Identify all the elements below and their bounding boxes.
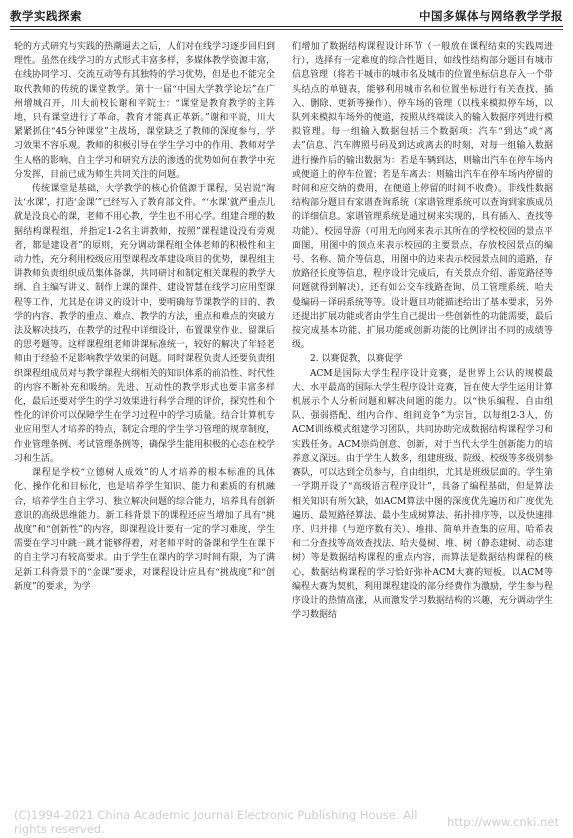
site-url: http://www.cnki.net	[446, 815, 559, 829]
section-title: 教学实践探索	[10, 9, 82, 23]
right-column	[292, 40, 553, 808]
paragraph: 们增加了数据结构课程设计环节（一般放在课程结束的实践周进行），选择有一定难度的综合性题目，如线性结构部分题目有城市信息管理（将若干城市的城市名及城市的位置坐标信息存入一个带头结点的单链表，能够利用城市名和位置坐标进行有关查找、插入、删除、更新等操作）、停车场的管理（以栈来模拟停车场，以队列来模拟车场外的便道，按照从终端读入的输入数据序列进行模拟管理。每一组输入数据包括三个数据项：汽车“到达”或“离去”信息、汽车牌照号码及到达或离去的时刻，对每一组输入数据进行操作后的输出数据为：若是车辆到达，则输出汽车在停车场内或便道上的停车位置；若是车离去：则输出汽车在停车场内停留的时间和应交纳的费用，在便道上停留的时间不收费）。非线性数据结构部分题目有家谱查询系统（家谱管理系统可以查询到家族成员的详细信息。家谱管理系统是通过树来实现的，具有插入、查找等功能）、校园导游（可用无向网来表示其所在的学校校园的景点平面图，用图中的顶点来表示校园的主要景点，存放校园景点的编号、名称、简介等信息，用图中的边来表示校园景点间的道路，存放路径长度等信息，程序设计完成后，有关景点介绍、游览路径等问题就得到解决），还有如公交车线路查询、员工管理系统、哈夫曼编码－译码系统等等。设计题目功能描述给出了基本要求，另外还提出扩展功能或者由学生自己提出一些创新性的功能需要，最后按完成基本功能、扩展功能或创新功能的比例评出不同的成绩等级。	[292, 42, 553, 351]
header-rule	[10, 26, 563, 27]
left-column	[14, 40, 275, 808]
journal-title: 中国多媒体与网络教学学报	[419, 9, 563, 23]
paragraph: 传统课堂是基础，大学教学的核心价值源于课程，吴岩说“淘汰‘水课’，打造‘金课’”已经写入了教育部文件。“‘水课’就严重点儿就是没良心的课，老师不用心教，学生也不用心学。组建合理的数据结构课程组，并指定1-2名主讲教师，按照”课程建设没有旁观者，都是建设者”的原则，充分调动课程组全体老师的积极性和主动力性，充分利用校级应用型课程改革建设项目的优势，课程组主讲教师负责组织成员集体备课，共同研讨和制定相关课程的教学大纲、自主编写讲义、制作上课的课件、建设智慧在线学习应用型课程等工作，尤其是在讲义的设计中，要明确每节课教学的目的、教学的内容、教学的重点、难点、教学的方法，重点和难点的突破方法及解决技巧，在教学的过程中详细设计，布置课堂作业、留课后的思考题等。这样课程组老师讲课标准统一，较好的解决了年轻老师由于经验不足影响教学效果的问题。同时课程负责人还要负责组织课程组成员对与教学课程大纲相关的知识体系的前沿性、时代性的内容不断补充和吸纳。先进、互动性的教学形式也要丰富多样化，最后还要对学生的学习效果进行科学合理的评价，探究性和个性化的评价可以保障学生在学习过程中的学习质量。结合计算机专业应用型人才培养的特点，制定合理的学生学习管理的规章制度，作业管理条例、考试管理条例等，确保学生能用积极的心态在校学习和生活。	[14, 184, 275, 464]
paragraph: 课程是学校“立德树人成效”的人才培养的根本标准的具体化、操作化和目标化，也是培养学生知识、能力和素质的有机融合，培养学生自主学习、独立解决问题的综合能力，培养具有创新意识的高级思维能力。新工科背景下的课程还应当增加了具有“挑战度”和“创新性”的内容，即课程设计要有一定的学习难度，学生需要在学习中跳一跳才能够得着，对老师平时的备课和学生在课下的自主学习有较高要求。由于学生在课内的学习时间有限，为了满足新工科背景下的“金课”要求，对课程设计应具有“挑战度”和“创新度”的要求，为学	[14, 468, 275, 592]
paragraph: ACM是国际大学生程序设计竞赛，是世界上公认的规模最大、水平最高的国际大学生程序设计竞赛，旨在使大学生运用计算机展示个人分析问题和解决问题的能力。以“快乐编程、自由组队、强弱搭配、组内合作、组间竞争”为宗旨，以每组2-3人，仿ACM训练模式组建学习团队，共同协助完成数据结构课程学习和实践任务。ACM崇尚创意、创新，对于当代大学生创新能力的培养意义深远。由于学生人数多，组建班级、院级、校级等多级别参赛队，可以达到全员参与，自由组织，尤其是班级层面的。学生第一学期开设了“高级语言程序设计”，具备了编程基础，但是算法相关知识有所欠缺，如ACM算法中图的深度优先遍历和广度优先遍历、最短路径算法、最小生成树算法、拓扑排序等，以及快速排序、归并排（与逆序数有关）、堆排、简单并查集的应用、哈希表和二分查找等高效查找法、哈夫曼树、堆、树（静态建树、动态建树）等是数据结构课程的重点内容，而算法是数据结构课程的核心，数据结构课程的学习恰好弥补ACM大赛的短板。以ACM等编程大赛为契机，利用课程建设的部分经费作为激励，学生参与程序设计的热情高涨，从而激发学习数据结构的兴趣，充分调动学生学习数据结	[292, 368, 553, 621]
watermark-footer	[14, 808, 559, 836]
copyright-text: (C)1994-2021 China Academic Journal Electronic Publishing House. All rights reserved.	[14, 808, 418, 836]
subsection-heading: 2. 以赛促教，以赛促学	[310, 354, 403, 365]
header-rule-thin	[10, 29, 563, 30]
page-header	[10, 6, 563, 26]
paragraph: 轮的方式研究与实践的热潮逼去之后，人们对在线学习逐步回归到理性。虽然在线学习的方式形式丰富多样，多媒体教学资源丰富，在线协同学习、交流互动等有其独特的学习优势，但是也不能完全取代教师的传统的课堂教学。第十一届“中国大学教学论坛”在广州增城召开，川大前校长谢和平院士：“课堂是教育教学的主阵地，只有课堂进行了革命，教育才能真正革新。”谢和平说，川大紧紧抓住“45分钟课堂”主战场，课堂缺乏了教师的深度参与，学习效果不容乐观。教师的积极引导在学生学习中的作用、教师对学生人格的影响、自主学习和研究方法的渗透的优势如何在教学中充分发挥，目前已成为师生共同关注的问题。	[14, 42, 275, 180]
